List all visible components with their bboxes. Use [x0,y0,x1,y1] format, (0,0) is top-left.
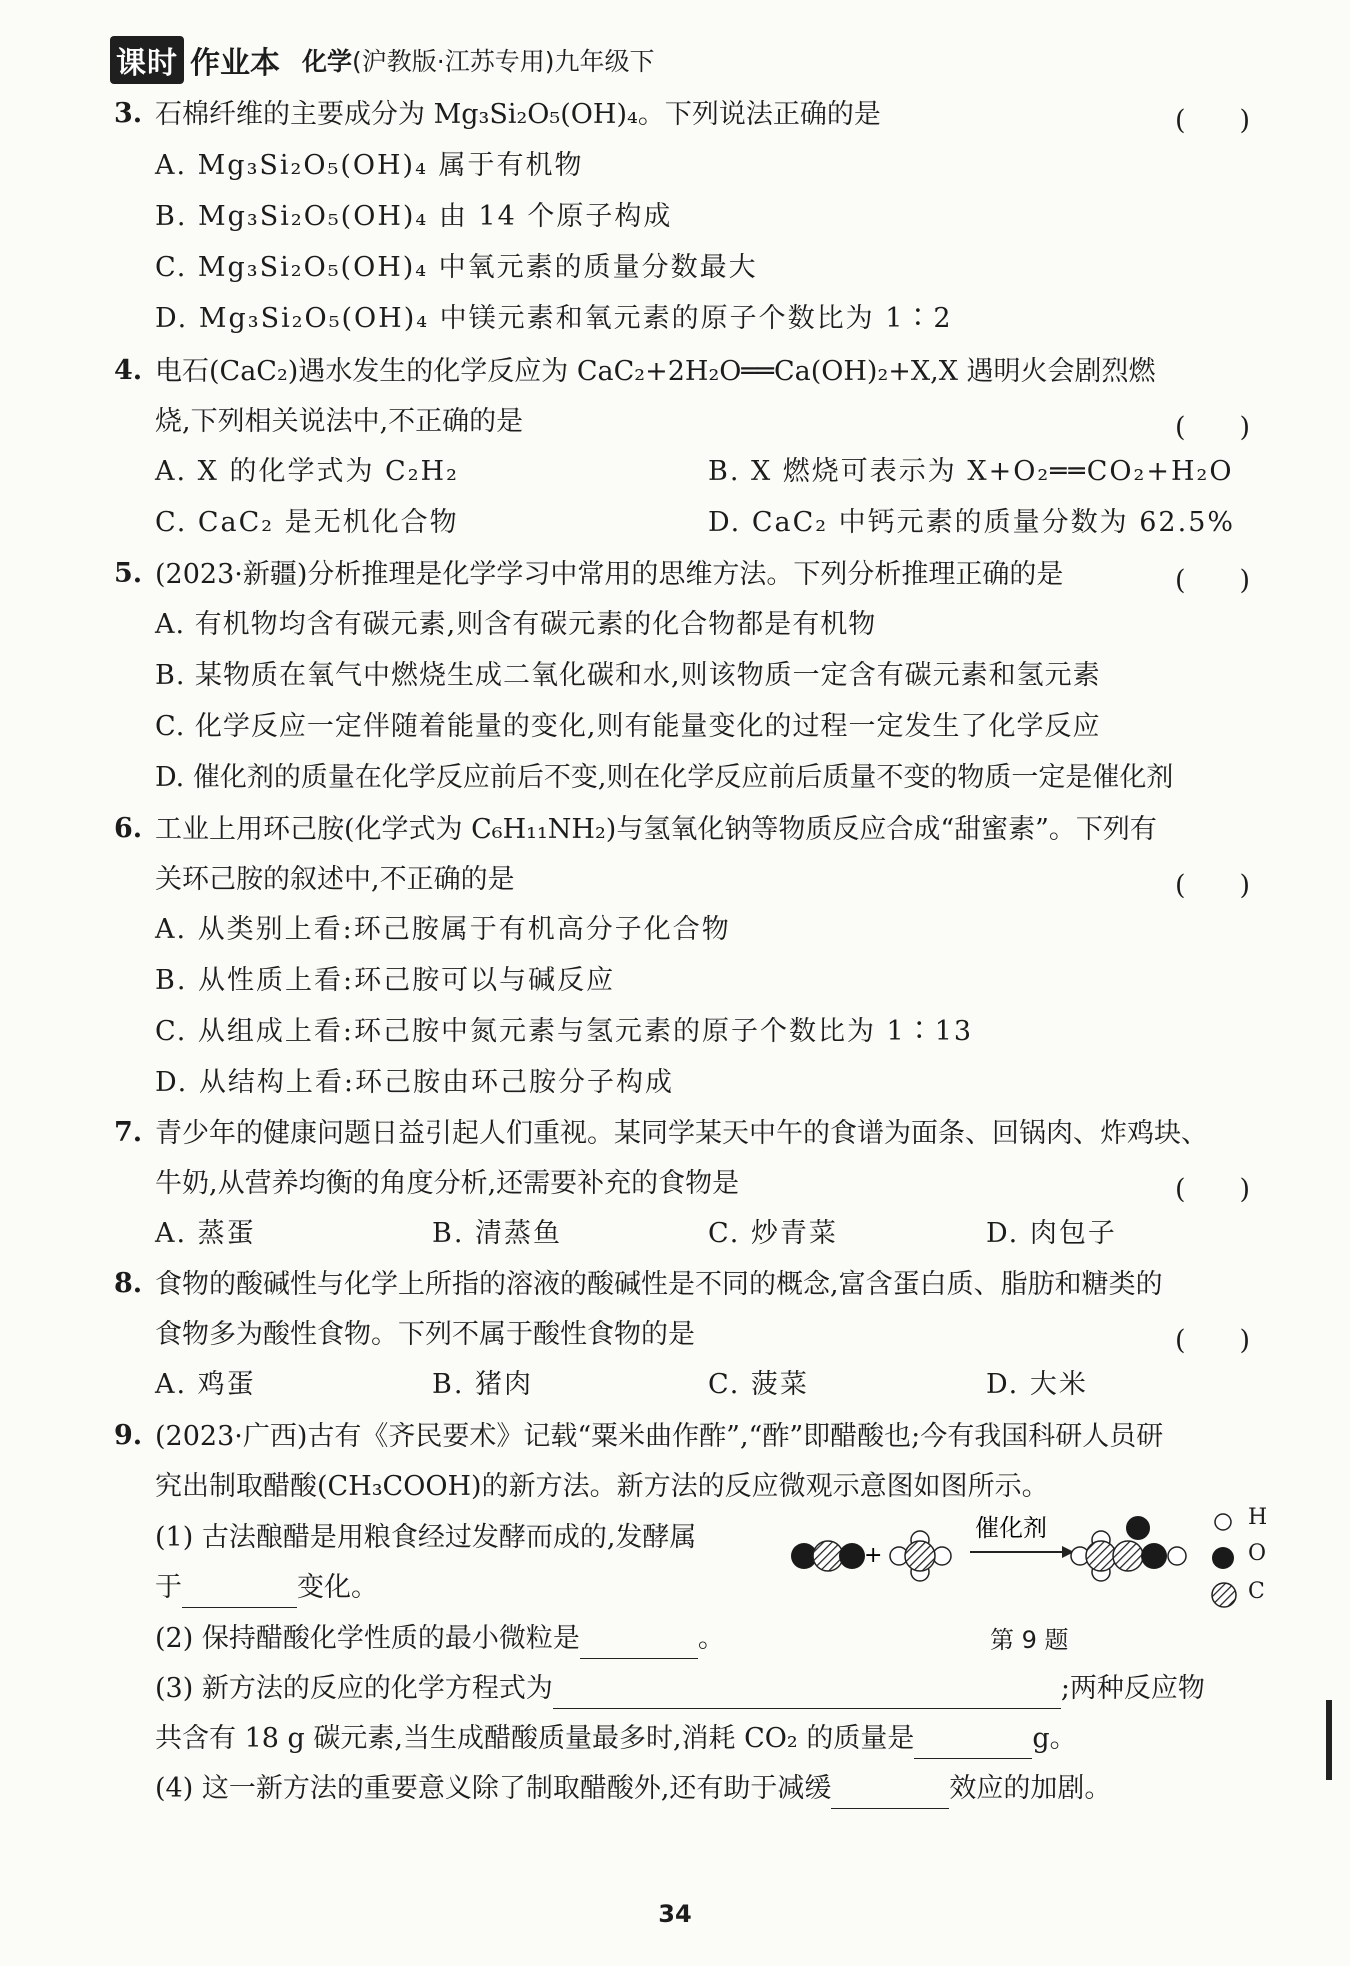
question-stem-line1: 青少年的健康问题日益引起人们重视。某同学某天中午的食谱为面条、回锅肉、炸鸡块、 [155,1118,1208,1149]
option-b: B. Mg₃Si₂O₅(OH)₄ 由 14 个原子构成 [155,201,673,232]
scan-edge-mark [1326,1700,1332,1780]
sub-question-4: (4) 这一新方法的重要意义除了制取醋酸外,还有助于减缓 效应的加剧。 [155,1769,1111,1809]
question-stem-line2: 烧,下列相关说法中,不正确的是 [155,406,524,437]
question-number: 3. [114,98,143,129]
question-number: 5. [114,558,143,589]
page-header [110,38,654,82]
question-stem-line2: 究出制取醋酸(CH₃COOH)的新方法。新方法的反应微观示意图如图所示。 [155,1471,1049,1502]
answer-paren: ( ) [1175,1174,1251,1205]
co2-molecule-icon [791,1541,865,1571]
question-number: 6. [114,813,143,844]
question-number: 8. [114,1268,143,1299]
question-number: 4. [114,355,143,386]
option-d: D. 从结构上看:环己胺由环己胺分子构成 [155,1067,674,1098]
sub-question-1-line1: (1) 古法酿醋是用粮食经过发酵而成的,发酵属 [155,1522,697,1553]
answer-blank[interactable] [580,1628,698,1659]
question-number: 7. [114,1117,143,1148]
option-d: D. CaC₂ 中钙元素的质量分数为 62.5% [708,507,1236,538]
answer-blank[interactable] [914,1728,1032,1759]
legend-label: O [1248,1541,1267,1566]
option-b: B. 猪肉 [432,1369,534,1400]
catalyst-label: 催化剂 [975,1514,1047,1542]
question-stem: 石棉纤维的主要成分为 Mg₃Si₂O₅(OH)₄。下列说法正确的是 [155,99,881,130]
option-c: C. 菠菜 [708,1369,809,1400]
answer-paren: ( ) [1175,1325,1251,1356]
ch4-molecule-icon [890,1531,951,1581]
option-b: B. 某物质在氧气中燃烧生成二氧化碳和水,则该物质一定含有碳元素和氢元素 [155,660,1101,691]
question-stem: (2023·新疆)分析推理是化学学习中常用的思维方法。下列分析推理正确的是 [155,559,1064,590]
question-stem-line1: 食物的酸碱性与化学上所指的溶液的酸碱性是不同的概念,富含蛋白质、脂肪和糖类的 [155,1269,1163,1300]
option-a: A. 蒸蛋 [155,1218,256,1249]
question-stem-line1: (2023·广西)古有《齐民要术》记载“粟米曲作酢”,“酢”即醋酸也;今有我国科研人员研 [155,1421,1164,1452]
option-a: A. X 的化学式为 C₂H₂ [155,456,459,487]
logo-dark-label: 课时 [110,36,184,84]
logo [110,36,280,84]
logo-text: 作业本 [190,46,280,81]
question-stem-line2: 食物多为酸性食物。下列不属于酸性食物的是 [155,1319,695,1350]
legend-label: C [1248,1579,1265,1604]
answer-paren: ( ) [1175,870,1251,901]
option-c: C. 从组成上看:环己胺中氮元素与氢元素的原子个数比为 1∶13 [155,1016,974,1047]
figure-caption: 第 9 题 [990,1626,1069,1654]
answer-paren: ( ) [1175,565,1251,596]
option-c: C. Mg₃Si₂O₅(OH)₄ 中氧元素的质量分数最大 [155,252,758,283]
question-stem-line1: 工业上用环己胺(化学式为 C₆H₁₁NH₂)与氢氧化钠等物质反应合成“甜蜜素”。下列有 [155,814,1157,845]
sub-question-3-line1: (3) 新方法的反应的化学方程式为 ;两种反应物 [155,1669,1205,1709]
question-stem-line2: 牛奶,从营养均衡的角度分析,还需要补充的食物是 [155,1168,740,1199]
option-d: D. 催化剂的质量在化学反应前后不变,则在化学反应前后质量不变的物质一定是催化剂 [155,762,1174,793]
question-number: 9. [114,1420,143,1451]
acetic-acid-molecule-icon [1071,1516,1186,1581]
option-d: D. Mg₃Si₂O₅(OH)₄ 中镁元素和氧元素的原子个数比为 1∶2 [155,303,953,334]
option-c: C. 炒青菜 [708,1218,838,1249]
option-c: C. 化学反应一定伴随着能量的变化,则有能量变化的过程一定发生了化学反应 [155,711,1101,742]
subject-label: 化学(沪教版·江苏专用)九年级下 [302,47,655,76]
option-a: A. 从类别上看:环己胺属于有机高分子化合物 [155,914,731,945]
answer-blank[interactable] [182,1577,297,1608]
page-number: 34 [658,1900,692,1928]
option-b: B. X 燃烧可表示为 X+O₂══CO₂+H₂O [708,456,1234,487]
option-b: B. 从性质上看:环己胺可以与碱反应 [155,965,616,996]
option-a: A. 鸡蛋 [155,1369,256,1400]
plus-sign: + [864,1543,883,1568]
sub-question-1-line2: 于 变化。 [155,1568,378,1608]
answer-blank[interactable] [553,1678,1061,1709]
option-a: A. 有机物均含有碳元素,则含有碳元素的化合物都是有机物 [155,609,877,640]
option-a: A. Mg₃Si₂O₅(OH)₄ 属于有机物 [155,150,584,181]
option-c: C. CaC₂ 是无机化合物 [155,507,459,538]
option-d: D. 肉包子 [986,1218,1117,1249]
legend-label: H [1248,1505,1268,1530]
option-d: D. 大米 [986,1369,1088,1400]
sub-question-3-line2: 共含有 18 g 碳元素,当生成醋酸质量最多时,消耗 CO₂ 的质量是 g。 [155,1719,1077,1759]
option-b: B. 清蒸鱼 [432,1218,563,1249]
answer-blank[interactable] [831,1778,949,1809]
answer-paren: ( ) [1175,412,1251,443]
question-stem-line2: 关环己胺的叙述中,不正确的是 [155,864,515,895]
answer-paren: ( ) [1175,105,1251,136]
question-stem-line1: 电石(CaC₂)遇水发生的化学反应为 CaC₂+2H₂O══Ca(OH)₂+X,X 遇明火会剧烈燃 [155,356,1156,387]
sub-question-2: (2) 保持醋酸化学性质的最小微粒是 。 [155,1619,725,1659]
